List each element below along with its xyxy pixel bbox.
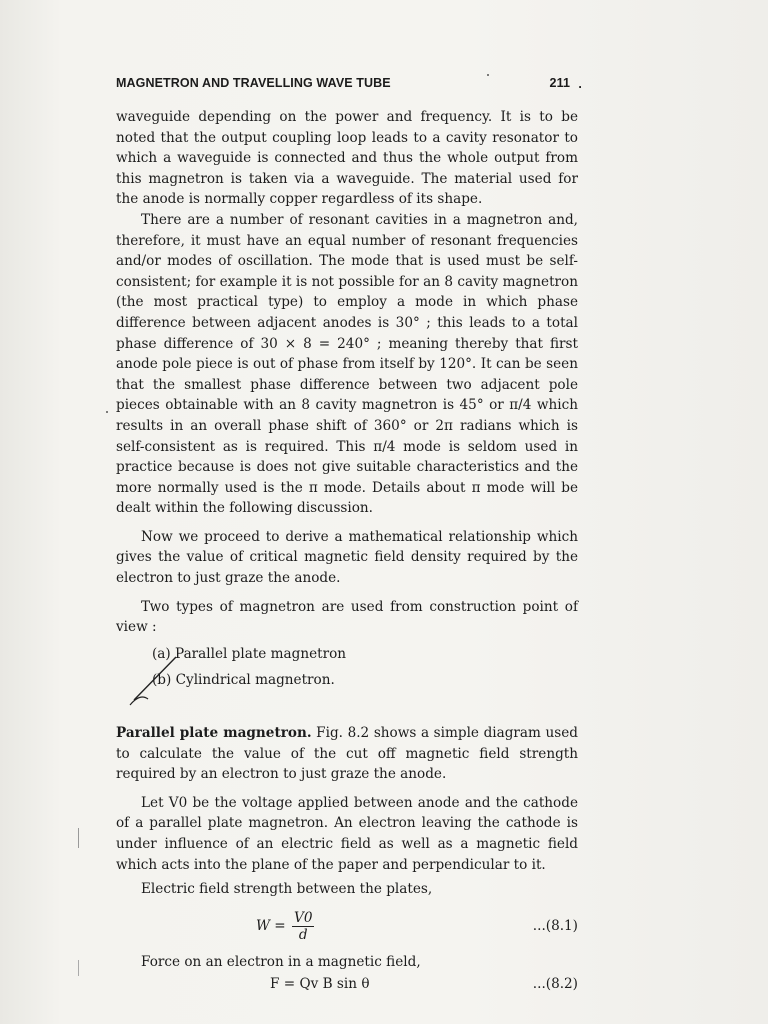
fraction-denominator: d (298, 926, 308, 943)
paragraph-electric-field: Electric field strength between the plates, (141, 881, 433, 898)
paragraph-1: waveguide depending on the power and frequency. It is to be noted that the output coupling loop leads to a cavity resonator to which a waveguide is connected and thus the whole output from this magnetron is taken via a waveguide. The material used for the anode is normally copper regardless of its shape. (116, 109, 578, 208)
page-number: 211 (549, 76, 570, 90)
section-text: Fig. 8.2 shows a simple diagram used to calculate the value of the cut off magnetic field strength required by an electron to just graze the anode. (116, 725, 579, 783)
equation-lhs: W = (256, 917, 286, 934)
equation-number: ...(8.1) (532, 917, 578, 934)
paragraph-voltage: Let V0 be the voltage applied between anode and the cathode of a parallel plate magnetron. An electron leaving the cathode is under influence of an electric field as well as a magnetic field which acts into the plane of the paper and perpendicular to it. (116, 794, 578, 873)
paragraph-resonant-modes: There are a number of resonant cavities in a magnetron and, therefore, it must have an equal number of resonant frequencies and/or modes of oscillation. The mode that is used must be self-consistent; for example it is not possible for an 8 cavity magnetron (the most practical type) to employ a mode in which phase difference between adjacent anodes is 30° ; this leads to a total phase difference of 30 × 8 = 240° ; meaning thereby that first anode pole piece is out of phase from itself by 120°. It can be seen that the smallest phase difference between two adjacent pole pieces obtainable with an 8 cavity magnetron is 45° or π/4 which results in an overall phase shift of 360° or 2π radians which is self-consistent as is required. This π/4 mode is seldom used in practice because is does not give suitable characteristics and the more normally used is the π mode. Details about π mode will be dealt within the following discussion. (116, 211, 578, 517)
paragraph-types: Two types of magnetron are used from construction point of view : (116, 598, 578, 636)
paragraph-parallel-plate (116, 723, 578, 785)
equation-8-2 (116, 974, 578, 996)
section-heading: Parallel plate magnetron. (116, 725, 312, 742)
chapter-title: MAGNETRON AND TRAVELLING WAVE TUBE (116, 76, 391, 90)
fraction-numerator: V0 (294, 909, 313, 926)
list-item: (b) Cylindrical magnetron. (152, 672, 335, 689)
pen-strike-mark (126, 655, 196, 715)
equation-number: ...(8.2) (532, 976, 578, 993)
paragraph-derivation-intro: Now we proceed to derive a mathematical relationship which gives the value of critical magnetic field density required by the electron to just graze the anode. (116, 528, 578, 587)
running-header (116, 76, 582, 96)
header-mark: . (578, 77, 582, 91)
fraction (292, 910, 314, 943)
equation-8-1 (116, 906, 578, 946)
equation-expression: F = Qv B sin θ (270, 976, 370, 993)
page-body (116, 107, 578, 996)
paragraph-magnetic-force: Force on an electron in a magnetic field, (141, 953, 421, 970)
list-item: (a) Parallel plate magnetron (152, 645, 347, 662)
